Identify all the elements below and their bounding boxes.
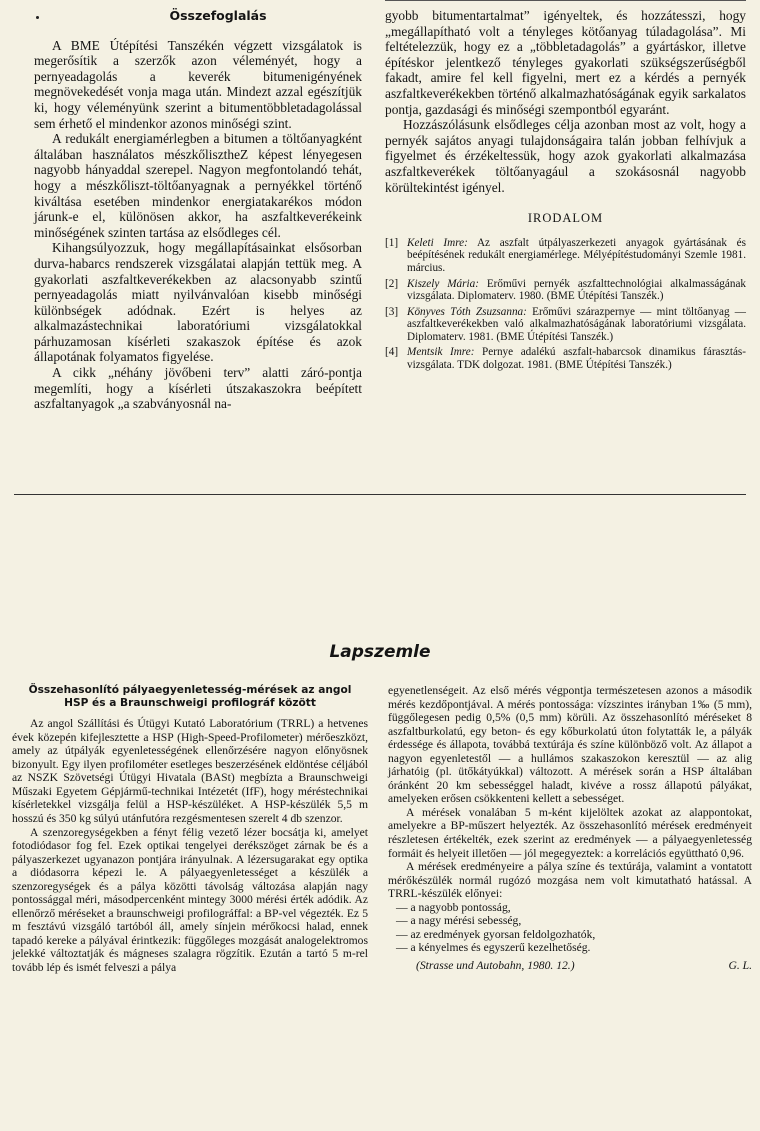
article-title xyxy=(12,684,368,709)
summary-paragraph-2: A redukált energiamérlegben a bitumen a töltőanyagként általában használatos mészkőlisztheZ képest lényegesen nagyobb hányaddal szerepel. Nagyon megfontolandó tehát, hogy a mészkőliszt-töltőanyagnak a pernyékkel történő kiváltása esetében mindenkor energiatakarékos módon járunk-e el, különösen akkor, ha aszfaltkeverékeink minőségének szinten tartása az elsődleges cél. xyxy=(34,131,362,240)
references-list xyxy=(385,237,746,372)
review-right-column xyxy=(388,684,752,972)
reference-number: [3] xyxy=(385,305,399,318)
review-paragraph-4: A mérések vonalában 5 m-ként kijelöltek azokat az alappontokat, amelyekre a BP-műszert helyezték. Az összehasonlító mérések eredményeit részletesen értékelték, ezek szerint az eredmények — a pályaegyenletesség formáit és helyeit illetően — jól megegyeztek: a korrelációs együttható 0,96. xyxy=(388,805,752,860)
reference-number: [4] xyxy=(385,346,399,359)
section-title: Lapszemle xyxy=(329,642,431,662)
author-signature: G. L. xyxy=(728,958,752,972)
review-paragraph-2: A szenzoregységekben a fényt félig vezető lézer bocsátja ki, amelyet fotodiódasor fog fel. Ezek optikai tengelyei derékszöget zárnak be és a pályaszerkezet ugyanazon pontjára irányulnak. A lézersugarakat egy optika a diódasorra képezi le. A pályaegyenletességet a készülék a szenzoregységek és a pálya közötti távolság változása alapján nagy pontossággal méri, másodpercenként mintegy 3000 mérési érték adódik. Az ellenőrző méréseket a braunschweigi profilográffal: a BP-vel végezték. Ez 5 m fesztávú vizsgáló tartóból áll, amely sínjein mérőkocsi halad, ennek tapadó kereke a pályával érintkezik: függőleges mozgását analogelektromos jelekké változtatják és mágneses szalagra rögzítik. Ezután a tartó 5 m-rel tovább lép és ismét felveszi a pálya xyxy=(12,825,368,975)
advantages-list xyxy=(388,901,752,955)
section-divider xyxy=(14,494,746,495)
source-citation: (Strasse und Autobahn, 1980. 12.) xyxy=(416,958,575,972)
reference-number: [2] xyxy=(385,277,399,290)
article-title-line-2: HSP és a Braunschweigi profilográf között xyxy=(64,696,316,709)
reference-author: Kiszely Mária: xyxy=(407,277,479,290)
summary-heading: Összefoglalás xyxy=(169,8,267,23)
reference-text: Erőművi pernyék aszfalttechnológiai alkalmasságának vizsgálata. Diplomaterv. 1980. (BME Útépítési Tanszék.) xyxy=(407,277,747,303)
review-paragraph-3: egyenetlenségeit. Az első mérés végpontja természetesen azonos a második mérés kezdőpontjával. A mérés pontossága: vízszintes irányban 1‰ (5 mm), függőlegesen pedig 0,5% (0,5 mm) körüli. Az összehasonlító méréseket 8 aszfaltburkolatú, egy beton- és egy kőburkolatú úton folytatták le, a pályák érdessége és állapota, továbbá textúrája és színe különböző volt. Az állapot a nagyon egyenletestől — a hullámos szakaszokon keresztül — az alig járhatóig (pl. ütőkátyúkkal) változott. A mérések során a HSP általában óránként 20 km sebességgel haladt, kivéve a rossz állapotú pályákat, amelyeken erősen csökkenteni kellett a sebességet. xyxy=(388,684,752,806)
reference-item xyxy=(385,346,746,371)
summary-paragraph-3: Kihangsúlyozzuk, hogy megállapításainkat elsősorban durva-habarcs rendszerek vizsgálatai alapján tettük meg. A gyakorlati aszfaltkeverékekben az alacsonyabb szintű pernyeadagolás miatt nyilvánvalóan kisebb minőségi különbségek adódnak. Ezért is helyes az alkalmazástechnikai laboratóriumi vizsgálatokkal párhuzamosan kísérleti szakaszok építése és azok állapotának folyamatos figyelése. xyxy=(34,240,362,365)
list-item: — a kényelmes és egyszerű kezelhetőség. xyxy=(396,941,591,955)
review-paragraph-1: Az angol Szállítási és Útügyi Kutató Laboratórium (TRRL) a hetvenes évek közepén kifejlesztette a HSP (High-Speed-Profilometer) mérőeszközt, amely az útpályák egyenletességének ellenőrzésére nagyon előnyösnek bizonyult. Egy ilyen profilométer esetleges beszerzésének eldöntése céljából az NSZK Szövetségi Útügyi Hivatala (BASt) megbízta a Braunschweigi Műszaki Egyetem Gépjármű-technikai Intézetét (IfF), hogy méréstechnikai kísérletekkel vizsgálja felül a HSP-készüléket. A HSP-készülék 5,5 m hosszú és 350 kg súlyú utánfutóra rezgésmentesen szerelt 4 db szenzor. xyxy=(12,717,368,826)
article-title-line-1: Összehasonlító pályaegyenletesség-mérések az angol xyxy=(28,684,352,696)
continuation-paragraph-1: gyobb bitumentartalmat” igényeltek, és hozzátesszi, hogy „megállapítható volt a tényleges kötőanyag túladagolása”. Mi feltételezzük, hogy ez a „többletadagolás” a gyártáskor, illetve építéskor jelentkező tényleges gyakorlati szükségszerűségből fakadt, amire fel kell figyelni, mert ez a kérdés a pernyék aszfaltkeverékekben történő alkalmazhatóságának egyik sarkalatos pontja, gazdasági és minőségi szempontból egyaránt. xyxy=(385,8,746,117)
summary-continuation-column xyxy=(385,8,746,375)
reference-text: Erőművi szárazpernye — mint töltőanyag — aszfaltkeverékekben való alkalmazhatóságának laboratóriumi vizsgálata. Diplomaterv. 1981. (BME Útépítési Tanszék.) xyxy=(407,305,746,343)
reference-author: Keleti Imre: xyxy=(407,236,468,249)
summary-column xyxy=(34,8,362,412)
review-left-column xyxy=(12,684,368,975)
reference-item xyxy=(385,306,746,344)
summary-paragraph-1: A BME Útépítési Tanszékén végzett vizsgálatok is megerősítik a szerzők azon véleményét, hogy a pernyeadagolás a keverék bitumenigényének megnövekedését vonja maga után. Mindezt azzal egészítjük ki, hogy véleményünk szerint a bitumentöbbletadagolással sem érhető el mindenkor azonos minőségi szint. xyxy=(34,37,362,131)
list-item: — az eredmények gyorsan feldolgozhatók, xyxy=(396,927,596,941)
review-paragraph-5: A mérések eredményeire a pálya színe és textúrája, valamint a vontatott mérőkészülék normál rugózó mozgása nem volt kimutatható hatással. A TRRL-készülék előnyei: xyxy=(388,860,752,901)
reference-text: Pernye adalékú aszfalt-habarcsok dinamikus fárasztás-vizsgálata. TDK dolgozat. 1981. (BME Útépítési Tanszék.) xyxy=(407,346,746,372)
reference-number: [1] xyxy=(385,236,399,249)
reference-item xyxy=(385,237,746,275)
reference-author: Könyves Tóth Zsuzsanna: xyxy=(407,305,527,318)
list-item: — a nagy mérési sebesség, xyxy=(396,914,522,928)
summary-paragraph-4: A cikk „néhány jövőbeni terv” alatti záró-pontja megemlíti, hogy a kísérleti útszakaszokra beépített aszfaltanyagok „a szabványosnál na- xyxy=(34,365,362,412)
continuation-paragraph-2: Hozzászólásunk elsődleges célja azonban most az volt, hogy a pernyék sajátos anyagi tulajdonságaira talán jobban felhívjuk a figyelmet és érzékeltessük, hogy azok gyakorlati alkalmazása aszfaltkeverékek töltőanyagául a szokásosnál nagyobb körültekintést igényel. xyxy=(385,117,746,195)
top-rule xyxy=(385,0,746,1)
references-heading: IRODALOM xyxy=(527,211,604,226)
reference-text: Az aszfalt útpályaszerkezeti anyagok gyártásának és beépítésének redukált energiamérlege. Mélyépítéstudományi Szemle 1981. március. xyxy=(407,236,746,274)
list-item: — a nagyobb pontosság, xyxy=(396,900,511,914)
source-row xyxy=(388,959,752,973)
reference-item xyxy=(385,278,746,303)
reference-author: Mentsik Imre: xyxy=(407,346,475,359)
